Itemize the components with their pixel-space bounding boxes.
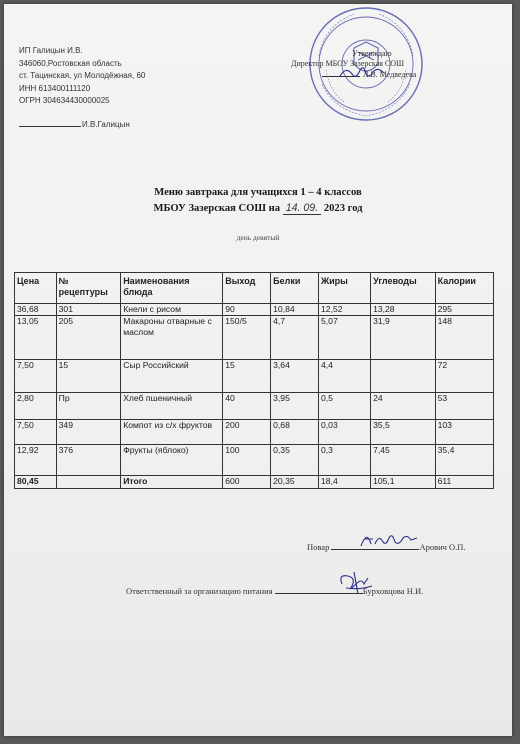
column-header: Цена [15,273,57,304]
issuer-line: ИНН 613400111120 [19,83,91,93]
table-cell [56,476,121,489]
table-cell: 0,03 [319,420,371,445]
responsible-label: Ответственный за организацию питания [126,586,273,596]
table-cell: 600 [223,476,271,489]
table-cell: 35,4 [435,445,493,476]
issuer-block [19,45,145,108]
table-cell: Пр [56,393,121,420]
issuer-sign-name: И.В.Галицын [82,120,130,129]
total-price: 80,45 [15,476,57,489]
issuer-line: ИП Галицын И.В. [19,46,83,55]
table-cell: 148 [435,316,493,360]
cook-name: Арович О.П. [419,542,466,552]
table-cell: 35,5 [371,420,436,445]
table-total-row [15,476,494,489]
table-row [15,393,494,420]
document-page [4,4,512,736]
table-cell [371,360,436,393]
issuer-line: 346060,Ростовская область [19,58,122,68]
signature-underline [19,126,81,127]
table-cell: 205 [56,316,121,360]
column-header: Калории [435,273,493,304]
table-cell: 20,35 [271,476,319,489]
table-cell: 7,50 [15,360,57,393]
cook-label: Повар [307,542,330,552]
year: 2023 год [323,203,363,214]
table-cell: 103 [435,420,493,445]
director-signature-icon [338,64,388,82]
table-row [15,420,494,445]
table-cell: 611 [435,476,493,489]
table-cell: 4,7 [271,316,319,360]
table-cell: 3,64 [271,360,319,393]
table-cell: 7,45 [371,445,436,476]
column-header: Белки [271,273,319,304]
document-subtitle [4,202,512,215]
table-cell: 3,95 [271,393,319,420]
table-cell: 12,52 [319,304,371,316]
table-cell: 13,28 [371,304,436,316]
table-cell: Фрукты (яблоко) [121,445,223,476]
table-cell: 0,68 [271,420,319,445]
approval-name: Л.В. Медведева [363,70,417,79]
table-row [15,360,494,393]
responsible-name: Бурховцова Н.И. [362,586,424,596]
table-cell: 0,3 [319,445,371,476]
school-name: МБОУ Зазерская СОШ на [153,203,281,214]
table-cell: 31,9 [371,316,436,360]
responsible-signature-icon [334,570,376,596]
table-cell: 0,35 [271,445,319,476]
table-cell: 40 [223,393,271,420]
responsible-signature-line [126,586,423,596]
table-cell: 376 [56,445,121,476]
approval-position: Директор МБОУ Зазерская СОШ [291,59,405,68]
table-cell: 301 [56,304,121,316]
cook-signature-icon [359,528,419,550]
table-cell: 18,4 [319,476,371,489]
table-header-row [15,273,494,304]
table-cell: 53 [435,393,493,420]
table-cell: 200 [223,420,271,445]
table-cell: 72 [435,360,493,393]
table-cell: Кнели с рисом [121,304,223,316]
issuer-line: ОГРН 304634430000025 [19,96,110,106]
table-cell: Компот из с/х фруктов [121,420,223,445]
issuer-line: ст. Тацинская, ул Молодёжная, 60 [19,71,146,81]
column-header: Углеводы [371,273,436,304]
table-cell: 15 [223,360,271,393]
table-cell: 4,4 [319,360,371,393]
table-cell: 295 [435,304,493,316]
table-cell: Макароны отварные с маслом [121,316,223,360]
column-header: Жиры [319,273,371,304]
table-cell: 5,07 [319,316,371,360]
table-cell: 150/5 [223,316,271,360]
table-cell: 349 [56,420,121,445]
document-title: Меню завтрака для учащихся 1 – 4 классов [154,187,362,198]
total-label: Итого [121,476,223,489]
table-cell: 12,92 [15,445,57,476]
column-header: Наименования блюда [121,273,223,304]
table-cell: 2,80 [15,393,57,420]
table-cell: 90 [223,304,271,316]
table-cell: 10,84 [271,304,319,316]
column-header: Выход [223,273,271,304]
issuer-signature-line [19,120,130,129]
table-cell: 7,50 [15,420,57,445]
table-cell: 13,05 [15,316,57,360]
approval-title: Утверждаю [352,49,392,58]
table-cell: 0,5 [319,393,371,420]
table-cell: 100 [223,445,271,476]
table-cell: 15 [56,360,121,393]
menu-table [14,272,494,489]
table-row [15,316,494,360]
day-label: день девятый [236,233,280,242]
table-cell: 24 [371,393,436,420]
column-header: № рецептуры [56,273,121,304]
table-cell: 36,68 [15,304,57,316]
table-row [15,445,494,476]
table-row [15,304,494,316]
table-cell: Сыр Российский [121,360,223,393]
table-cell: Хлеб пшеничный [121,393,223,420]
table-cell: 105,1 [371,476,436,489]
menu-date: 14. 09. [283,202,321,215]
